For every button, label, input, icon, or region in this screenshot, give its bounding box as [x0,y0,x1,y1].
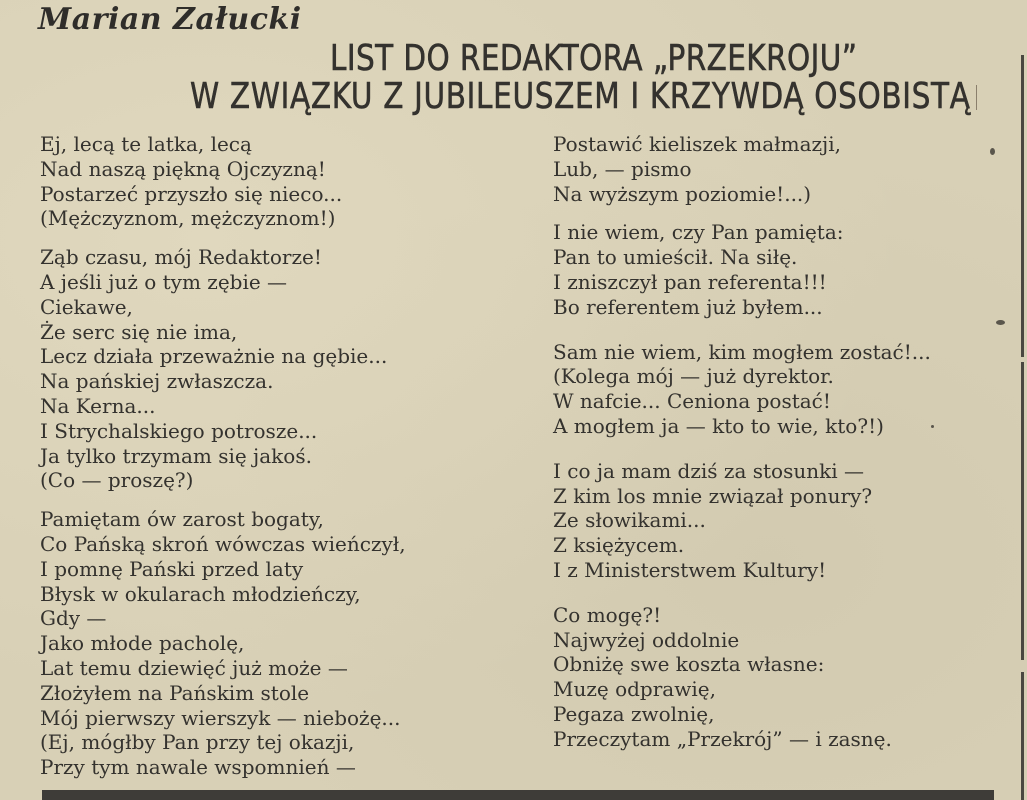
stanza [553,459,931,583]
poem-line: I co ja mam dziś za stosunki — [553,458,864,483]
poem-line: Nad naszą piękną Ojczyzną! [40,156,326,181]
poem-line: Lecz działa przeważnie na gębie... [40,344,388,369]
poem-line: A jeśli już o tym zębie — [40,269,288,294]
poem-column-right [553,132,931,766]
column-rule-right [1021,362,1024,660]
ink-speck [996,320,1005,325]
poem-line: Z kim los mnie związał ponury? [553,483,873,508]
poem-line: Pan to umieścił. Na siłę. [553,245,798,270]
poem-line: Muzę odprawię, [553,677,716,702]
poem-line: I pomnę Pański przed laty [40,556,304,581]
poem-line: Jako młode pacholę, [40,631,245,656]
poem-line: Lub, — pismo [553,156,692,181]
poem-line: (Co — proszę?) [40,468,194,493]
poem-line: W nafcie... Ceniona postać! [553,389,831,414]
stanza [40,245,406,493]
poem-line: Pegaza zwolnię, [553,701,715,726]
poem-line: Pamiętam ów zarost bogaty, [40,507,324,532]
stanza [40,132,406,231]
poem-line: Ej, lecą te latka, lecą [40,132,252,156]
poem-line: Mój pierwszy wierszyk — niebożę... [40,705,401,730]
poem-line: Ze słowikami... [553,508,706,533]
stanza [553,132,931,206]
poem-line: I nie wiem, czy Pan pamięta: [553,220,844,245]
poem-line: Obniżę swe koszta własne: [553,652,825,677]
poem-line: (Mężczyznom, mężczyznom!) [40,206,336,231]
poem-line: Na pańskiej zwłaszcza. [40,369,274,394]
poem-line: I Strychalskiego potrosze... [40,418,318,443]
print-mark [976,85,977,110]
poem-line: Co Pańską skroń wówczas wieńczył, [40,531,406,556]
poem-line: Z księżycem. [553,533,685,558]
poem-line: Postarzeć przyszło się nieco... [40,181,343,206]
poem-line: Postawić kieliszek małmazji, [553,132,841,156]
ink-speck [990,148,995,155]
ink-speck [931,425,934,428]
poem-line: Najwyżej oddolnie [553,627,740,652]
stanza [553,340,931,439]
poem-line: (Kolega mój — już dyrektor. [553,364,834,389]
poem-line: Złożyłem na Pańskim stole [40,680,310,705]
poem-line: Przeczytam „Przekrój” — i zasnę. [553,726,892,751]
poem-line: Błysk w okularach młodzieńczy, [40,581,361,606]
poem-line: Ja tylko trzymam się jakoś. [40,443,312,468]
poem-line: Na wyższym poziomie!...) [553,181,812,206]
column-rule-right [1021,672,1024,800]
poem-line: I z Ministerstwem Kultury! [553,557,827,582]
poem-line: Sam nie wiem, kim mogłem zostać!... [553,339,931,364]
poem-line: I zniszczył pan referenta!!! [553,269,827,294]
poem-line: Gdy — [40,606,107,631]
column-rule-right [1021,55,1024,357]
author-name: Marian Załucki [38,2,302,37]
stanza [553,220,931,319]
stanza [40,507,406,780]
poem-line: Ząb czasu, mój Redaktorze! [40,245,322,270]
poem-column-left [40,132,406,794]
poem-line: (Ej, mógłby Pan przy tej okazji, [40,730,355,755]
bottom-rule [42,790,994,800]
article-title-line-1: LIST DO REDAKTORA „PRZEKROJU” [330,38,858,79]
poem-line: Przy tym nawale wspomnień — [40,755,356,780]
poem-line: A mogłem ja — kto to wie, kto?!) [553,413,884,438]
poem-line: Ciekawe, [40,294,133,319]
poem-line: Że serc się nie ima, [40,319,238,344]
poem-line: Lat temu dziewięć już może — [40,655,348,680]
poem-line: Bo referentem już byłem... [553,294,823,319]
poem-line: Co mogę?! [553,602,662,627]
article-title-line-2: W ZWIĄZKU Z JUBILEUSZEM I KRZYWDĄ OSOBISTĄ [190,76,971,117]
stanza [553,603,931,752]
poem-line: Na Kerna... [40,393,156,418]
